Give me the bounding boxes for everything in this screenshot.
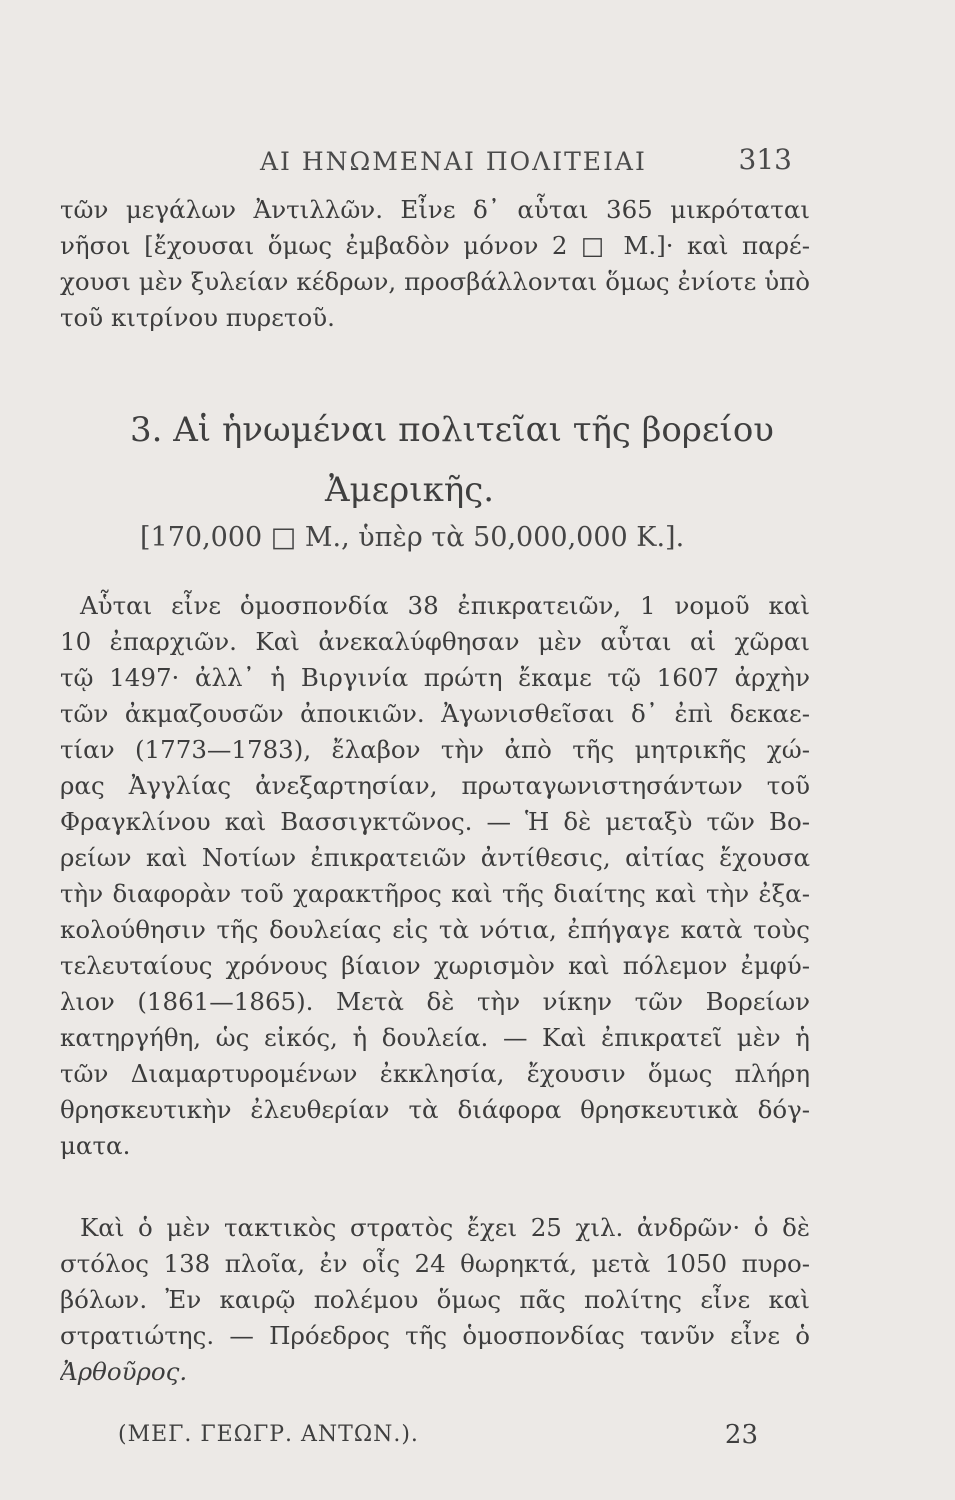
text-line: κατηργήθη, ὡς εἰκός, ἡ δουλεία. — Καὶ ἐπικρατεῖ μὲν ἡ (60, 1023, 810, 1052)
text-line: τελευταίους χρόνους βίαιον χωρισμὸν καὶ πόλεμον ἐμφύ- (60, 951, 810, 980)
text-line: ρείων καὶ Νοτίων ἐπικρατειῶν ἀντίθεσις, αἰτίας ἔχουσα (60, 843, 810, 872)
text-line: τῶν ἀκμαζουσῶν ἀποικιῶν. Ἀγωνισθεῖσαι δ᾽ ἐπὶ δεκαε- (60, 699, 810, 728)
text-line: στόλος 138 πλοῖα, ἐν οἷς 24 θωρηκτά, μετὰ 1050 πυρο- (60, 1249, 810, 1278)
text-line: στρατιώτης. — Πρόεδρος τῆς ὁμοσπονδίας τανῦν εἶνε ὁ (60, 1321, 810, 1350)
text-line: τῶν μεγάλων Ἀντιλλῶν. Εἶνε δ᾽ αὗται 365 μικρόταται (60, 195, 810, 224)
sheet-number: 23 (724, 1420, 758, 1450)
section-subheading: [170,000 □ Μ., ὑπὲρ τὰ 50,000,000 Κ.]. (140, 522, 685, 553)
text-line: Καὶ ὁ μὲν τακτικὸς στρατὸς ἔχει 25 χιλ. ἀνδρῶν· ὁ δὲ (80, 1213, 810, 1242)
text-line: 10 ἐπαρχιῶν. Καὶ ἀνεκαλύφθησαν μὲν αὗται αἱ χῶραι (60, 627, 810, 656)
paragraph-military (60, 1210, 810, 1390)
text-line: τῷ 1497· ἀλλ᾽ ἡ Βιργινία πρώτη ἔκαμε τῷ 1607 ἀρχὴν (60, 663, 810, 692)
text-line: ρας Ἀγγλίας ἀνεξαρτησίαν, πρωταγωνιστησάντων τοῦ (60, 771, 810, 800)
footer-signature: (ΜΕΓ. ΓΕΩΓΡ. ΑΝΤΩΝ.). (118, 1422, 419, 1447)
text-line: Αὗται εἶνε ὁμοσπονδία 38 ἐπικρατειῶν, 1 νομοῦ καὶ (80, 591, 810, 620)
text-line: τίαν (1773—1783), ἔλαβον τὴν ἀπὸ τῆς μητρικῆς χώ- (60, 735, 810, 764)
heading-line: 3. Αἱ ἡνωμέναι πολιτεῖαι τῆς βορείου (130, 410, 774, 450)
running-title: ΑΙ ΗΝΩΜΕΝΑΙ ΠΟΛΙΤΕΙΑΙ (260, 147, 647, 176)
text-line: χουσι μὲν ξυλείαν κέδρων, προσβάλλονται ὅμως ἐνίοτε ὑπὸ (60, 267, 810, 296)
text-line: νῆσοι [ἔχουσαι ὅμως ἐμβαδὸν μόνον 2 □ Μ.]· καὶ παρέ- (60, 231, 810, 260)
text-line: Φραγκλίνου καὶ Βασσιγκτῶνος. — Ἡ δὲ μεταξὺ τῶν Βο- (60, 807, 810, 836)
text-line: θρησκευτικὴν ἐλευθερίαν τὰ διάφορα θρησκευτικὰ δόγ- (60, 1095, 810, 1124)
text-line: τὴν διαφορὰν τοῦ χαρακτῆρος καὶ τῆς διαίτης καὶ τὴν ἐξα- (60, 879, 810, 908)
paragraph-antilles (60, 192, 810, 336)
paragraph-history (60, 588, 810, 1164)
page-number: 313 (738, 143, 792, 176)
text-line: κολούθησιν τῆς δουλείας εἰς τὰ νότια, ἐπήγαγε κατὰ τοὺς (60, 915, 810, 944)
page-footer (118, 1420, 758, 1450)
text-line: λιον (1861—1865). Μετὰ δὲ τὴν νίκην τῶν Βορείων (60, 987, 810, 1016)
section-heading (130, 400, 830, 520)
text-line: Ἀρθοῦρος. (60, 1357, 188, 1386)
heading-line: Ἀμερικῆς. (325, 470, 495, 510)
text-line: τοῦ κιτρίνου πυρετοῦ. (60, 303, 335, 332)
text-line: βόλων. Ἐν καιρῷ πολέμου ὅμως πᾶς πολίτης εἶνε καὶ (60, 1285, 810, 1314)
text-line: τῶν Διαμαρτυρομένων ἐκκλησία, ἔχουσιν ὅμως πλήρη (60, 1059, 810, 1088)
running-header (260, 143, 800, 183)
text-line: ματα. (60, 1131, 131, 1160)
